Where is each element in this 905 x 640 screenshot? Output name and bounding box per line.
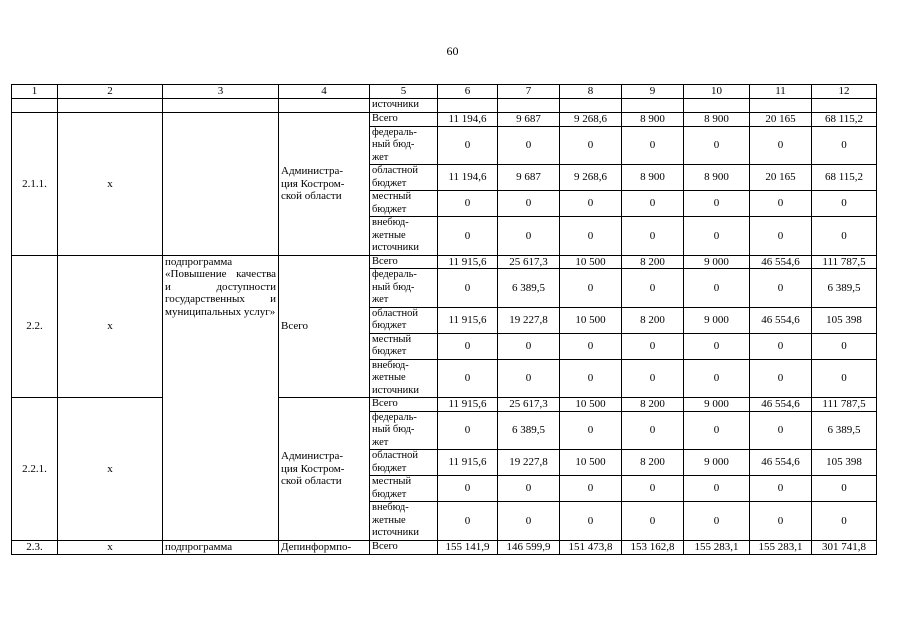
value-cell: 0 xyxy=(438,126,498,165)
value-cell: 0 xyxy=(684,411,750,450)
funding-source: внебюд- жетные источники xyxy=(370,502,438,541)
funding-source: Всего xyxy=(370,398,438,412)
value-cell: 0 xyxy=(560,269,622,308)
value-cell: 0 xyxy=(622,476,684,502)
funding-source: внебюд- жетные источники xyxy=(370,217,438,256)
funding-source: областной бюджет xyxy=(370,165,438,191)
empty-cell xyxy=(279,99,370,113)
value-cell: 301 741,8 xyxy=(812,540,877,554)
value-cell: 9 000 xyxy=(684,255,750,269)
value-cell: 0 xyxy=(812,359,877,398)
value-cell: 0 xyxy=(750,269,812,308)
value-cell: 0 xyxy=(684,217,750,256)
value-cell: 146 599,9 xyxy=(498,540,560,554)
funding-source: областной бюджет xyxy=(370,307,438,333)
value-cell: 0 xyxy=(812,502,877,541)
value-cell: 8 900 xyxy=(622,165,684,191)
table-row xyxy=(12,113,877,127)
value-cell: 68 115,2 xyxy=(812,113,877,127)
header-cell: 1 xyxy=(12,85,58,99)
value-cell: 0 xyxy=(622,411,684,450)
value-cell: 46 554,6 xyxy=(750,398,812,412)
value-cell: 11 194,6 xyxy=(438,113,498,127)
value-cell: 0 xyxy=(812,126,877,165)
value-cell: 0 xyxy=(438,359,498,398)
budget-table xyxy=(11,84,877,555)
value-cell: 10 500 xyxy=(560,307,622,333)
value-cell: 8 200 xyxy=(622,307,684,333)
value-cell: 0 xyxy=(684,359,750,398)
value-cell: 9 000 xyxy=(684,450,750,476)
value-cell: 0 xyxy=(498,359,560,398)
row-code: 2.3. xyxy=(12,540,58,554)
funding-source: Всего xyxy=(370,540,438,554)
value-cell: 0 xyxy=(622,217,684,256)
empty-cell xyxy=(750,99,812,113)
header-cell: 10 xyxy=(684,85,750,99)
row-code: 2.2.1. xyxy=(12,398,58,541)
funding-source: внебюд- жетные источники xyxy=(370,359,438,398)
value-cell: 155 283,1 xyxy=(750,540,812,554)
value-cell: 6 389,5 xyxy=(812,269,877,308)
value-cell: 9 268,6 xyxy=(560,113,622,127)
value-cell: 0 xyxy=(750,476,812,502)
row-x-mark: х xyxy=(58,398,163,541)
value-cell: 0 xyxy=(438,476,498,502)
value-cell: 10 500 xyxy=(560,398,622,412)
page-number: 60 xyxy=(446,44,459,58)
funding-source: федераль- ный бюд- жет xyxy=(370,126,438,165)
value-cell: 0 xyxy=(750,359,812,398)
value-cell: 0 xyxy=(750,126,812,165)
value-cell: 105 398 xyxy=(812,450,877,476)
value-cell: 19 227,8 xyxy=(498,450,560,476)
value-cell: 11 915,6 xyxy=(438,255,498,269)
value-cell: 20 165 xyxy=(750,165,812,191)
value-cell: 9 000 xyxy=(684,307,750,333)
value-cell: 0 xyxy=(684,126,750,165)
table-row xyxy=(12,398,877,412)
value-cell: 6 389,5 xyxy=(498,411,560,450)
value-cell: 0 xyxy=(498,217,560,256)
value-cell: 0 xyxy=(560,502,622,541)
funding-source: федераль- ный бюд- жет xyxy=(370,411,438,450)
row-code: 2.2. xyxy=(12,255,58,398)
value-cell: 0 xyxy=(438,191,498,217)
program-name-cell xyxy=(163,113,279,256)
value-cell: 68 115,2 xyxy=(812,165,877,191)
value-cell: 25 617,3 xyxy=(498,255,560,269)
value-cell: 0 xyxy=(684,476,750,502)
value-cell: 0 xyxy=(684,191,750,217)
source-cell: источники xyxy=(370,99,438,113)
value-cell: 0 xyxy=(560,191,622,217)
header-cell: 6 xyxy=(438,85,498,99)
header-cell: 3 xyxy=(163,85,279,99)
funding-source: федераль- ный бюд- жет xyxy=(370,269,438,308)
funding-source: местный бюджет xyxy=(370,333,438,359)
value-cell: 0 xyxy=(498,333,560,359)
value-cell: 0 xyxy=(750,411,812,450)
value-cell: 8 200 xyxy=(622,255,684,269)
value-cell: 9 687 xyxy=(498,165,560,191)
table-header-row xyxy=(12,85,877,99)
value-cell: 0 xyxy=(560,126,622,165)
header-cell: 2 xyxy=(58,85,163,99)
value-cell: 6 389,5 xyxy=(498,269,560,308)
executor: Администра- ция Костром- ской области xyxy=(279,113,370,256)
value-cell: 11 915,6 xyxy=(438,307,498,333)
value-cell: 0 xyxy=(622,191,684,217)
value-cell: 0 xyxy=(560,411,622,450)
value-cell: 0 xyxy=(750,502,812,541)
header-cell: 12 xyxy=(812,85,877,99)
value-cell: 111 787,5 xyxy=(812,255,877,269)
table-row xyxy=(12,255,877,269)
row-x-mark: х xyxy=(58,255,163,398)
value-cell: 0 xyxy=(560,359,622,398)
value-cell: 0 xyxy=(750,217,812,256)
table-row xyxy=(12,99,877,113)
value-cell: 155 141,9 xyxy=(438,540,498,554)
empty-cell xyxy=(58,99,163,113)
value-cell: 0 xyxy=(622,502,684,541)
row-code: 2.1.1. xyxy=(12,113,58,256)
empty-cell xyxy=(560,99,622,113)
value-cell: 0 xyxy=(622,126,684,165)
funding-source: местный бюджет xyxy=(370,191,438,217)
value-cell: 151 473,8 xyxy=(560,540,622,554)
funding-source: Всего xyxy=(370,113,438,127)
executor: Всего xyxy=(279,255,370,398)
value-cell: 0 xyxy=(622,359,684,398)
value-cell: 0 xyxy=(560,476,622,502)
value-cell: 8 900 xyxy=(684,165,750,191)
value-cell: 0 xyxy=(438,333,498,359)
header-cell: 5 xyxy=(370,85,438,99)
value-cell: 0 xyxy=(438,411,498,450)
empty-cell xyxy=(684,99,750,113)
value-cell: 153 162,8 xyxy=(622,540,684,554)
value-cell: 0 xyxy=(812,217,877,256)
header-cell: 7 xyxy=(498,85,560,99)
value-cell: 9 000 xyxy=(684,398,750,412)
row-x-mark: х xyxy=(58,540,163,554)
value-cell: 8 900 xyxy=(684,113,750,127)
value-cell: 20 165 xyxy=(750,113,812,127)
empty-cell xyxy=(622,99,684,113)
value-cell: 25 617,3 xyxy=(498,398,560,412)
funding-source: местный бюджет xyxy=(370,476,438,502)
program-name: подпрограмма xyxy=(163,540,279,554)
header-cell: 11 xyxy=(750,85,812,99)
value-cell: 0 xyxy=(622,269,684,308)
value-cell: 155 283,1 xyxy=(684,540,750,554)
value-cell: 10 500 xyxy=(560,450,622,476)
value-cell: 0 xyxy=(498,502,560,541)
value-cell: 0 xyxy=(438,217,498,256)
value-cell: 0 xyxy=(750,333,812,359)
value-cell: 0 xyxy=(750,191,812,217)
value-cell: 46 554,6 xyxy=(750,450,812,476)
value-cell: 10 500 xyxy=(560,255,622,269)
executor: Депинформпо- xyxy=(279,540,370,554)
empty-cell xyxy=(498,99,560,113)
empty-cell xyxy=(163,99,279,113)
value-cell: 8 900 xyxy=(622,113,684,127)
value-cell: 0 xyxy=(498,476,560,502)
empty-cell xyxy=(812,99,877,113)
value-cell: 0 xyxy=(438,269,498,308)
funding-source: областной бюджет xyxy=(370,450,438,476)
value-cell: 11 194,6 xyxy=(438,165,498,191)
row-x-mark: х xyxy=(58,113,163,256)
value-cell: 0 xyxy=(560,217,622,256)
value-cell: 0 xyxy=(812,476,877,502)
table-row xyxy=(12,540,877,554)
program-name: подпрограмма «Повышение качества и доступности государственных и муниципальных услуг» xyxy=(163,255,279,540)
value-cell: 8 200 xyxy=(622,398,684,412)
value-cell: 111 787,5 xyxy=(812,398,877,412)
value-cell: 105 398 xyxy=(812,307,877,333)
value-cell: 0 xyxy=(560,333,622,359)
value-cell: 8 200 xyxy=(622,450,684,476)
empty-cell xyxy=(12,99,58,113)
value-cell: 0 xyxy=(498,191,560,217)
value-cell: 11 915,6 xyxy=(438,398,498,412)
value-cell: 6 389,5 xyxy=(812,411,877,450)
header-cell: 4 xyxy=(279,85,370,99)
value-cell: 46 554,6 xyxy=(750,255,812,269)
empty-cell xyxy=(438,99,498,113)
header-cell: 9 xyxy=(622,85,684,99)
value-cell: 46 554,6 xyxy=(750,307,812,333)
value-cell: 0 xyxy=(684,269,750,308)
value-cell: 0 xyxy=(812,191,877,217)
executor: Администра- ция Костром- ской области xyxy=(279,398,370,541)
value-cell: 0 xyxy=(622,333,684,359)
value-cell: 0 xyxy=(684,333,750,359)
value-cell: 0 xyxy=(438,502,498,541)
header-cell: 8 xyxy=(560,85,622,99)
value-cell: 11 915,6 xyxy=(438,450,498,476)
funding-source: Всего xyxy=(370,255,438,269)
value-cell: 0 xyxy=(684,502,750,541)
value-cell: 9 687 xyxy=(498,113,560,127)
value-cell: 9 268,6 xyxy=(560,165,622,191)
value-cell: 19 227,8 xyxy=(498,307,560,333)
value-cell: 0 xyxy=(498,126,560,165)
value-cell: 0 xyxy=(812,333,877,359)
